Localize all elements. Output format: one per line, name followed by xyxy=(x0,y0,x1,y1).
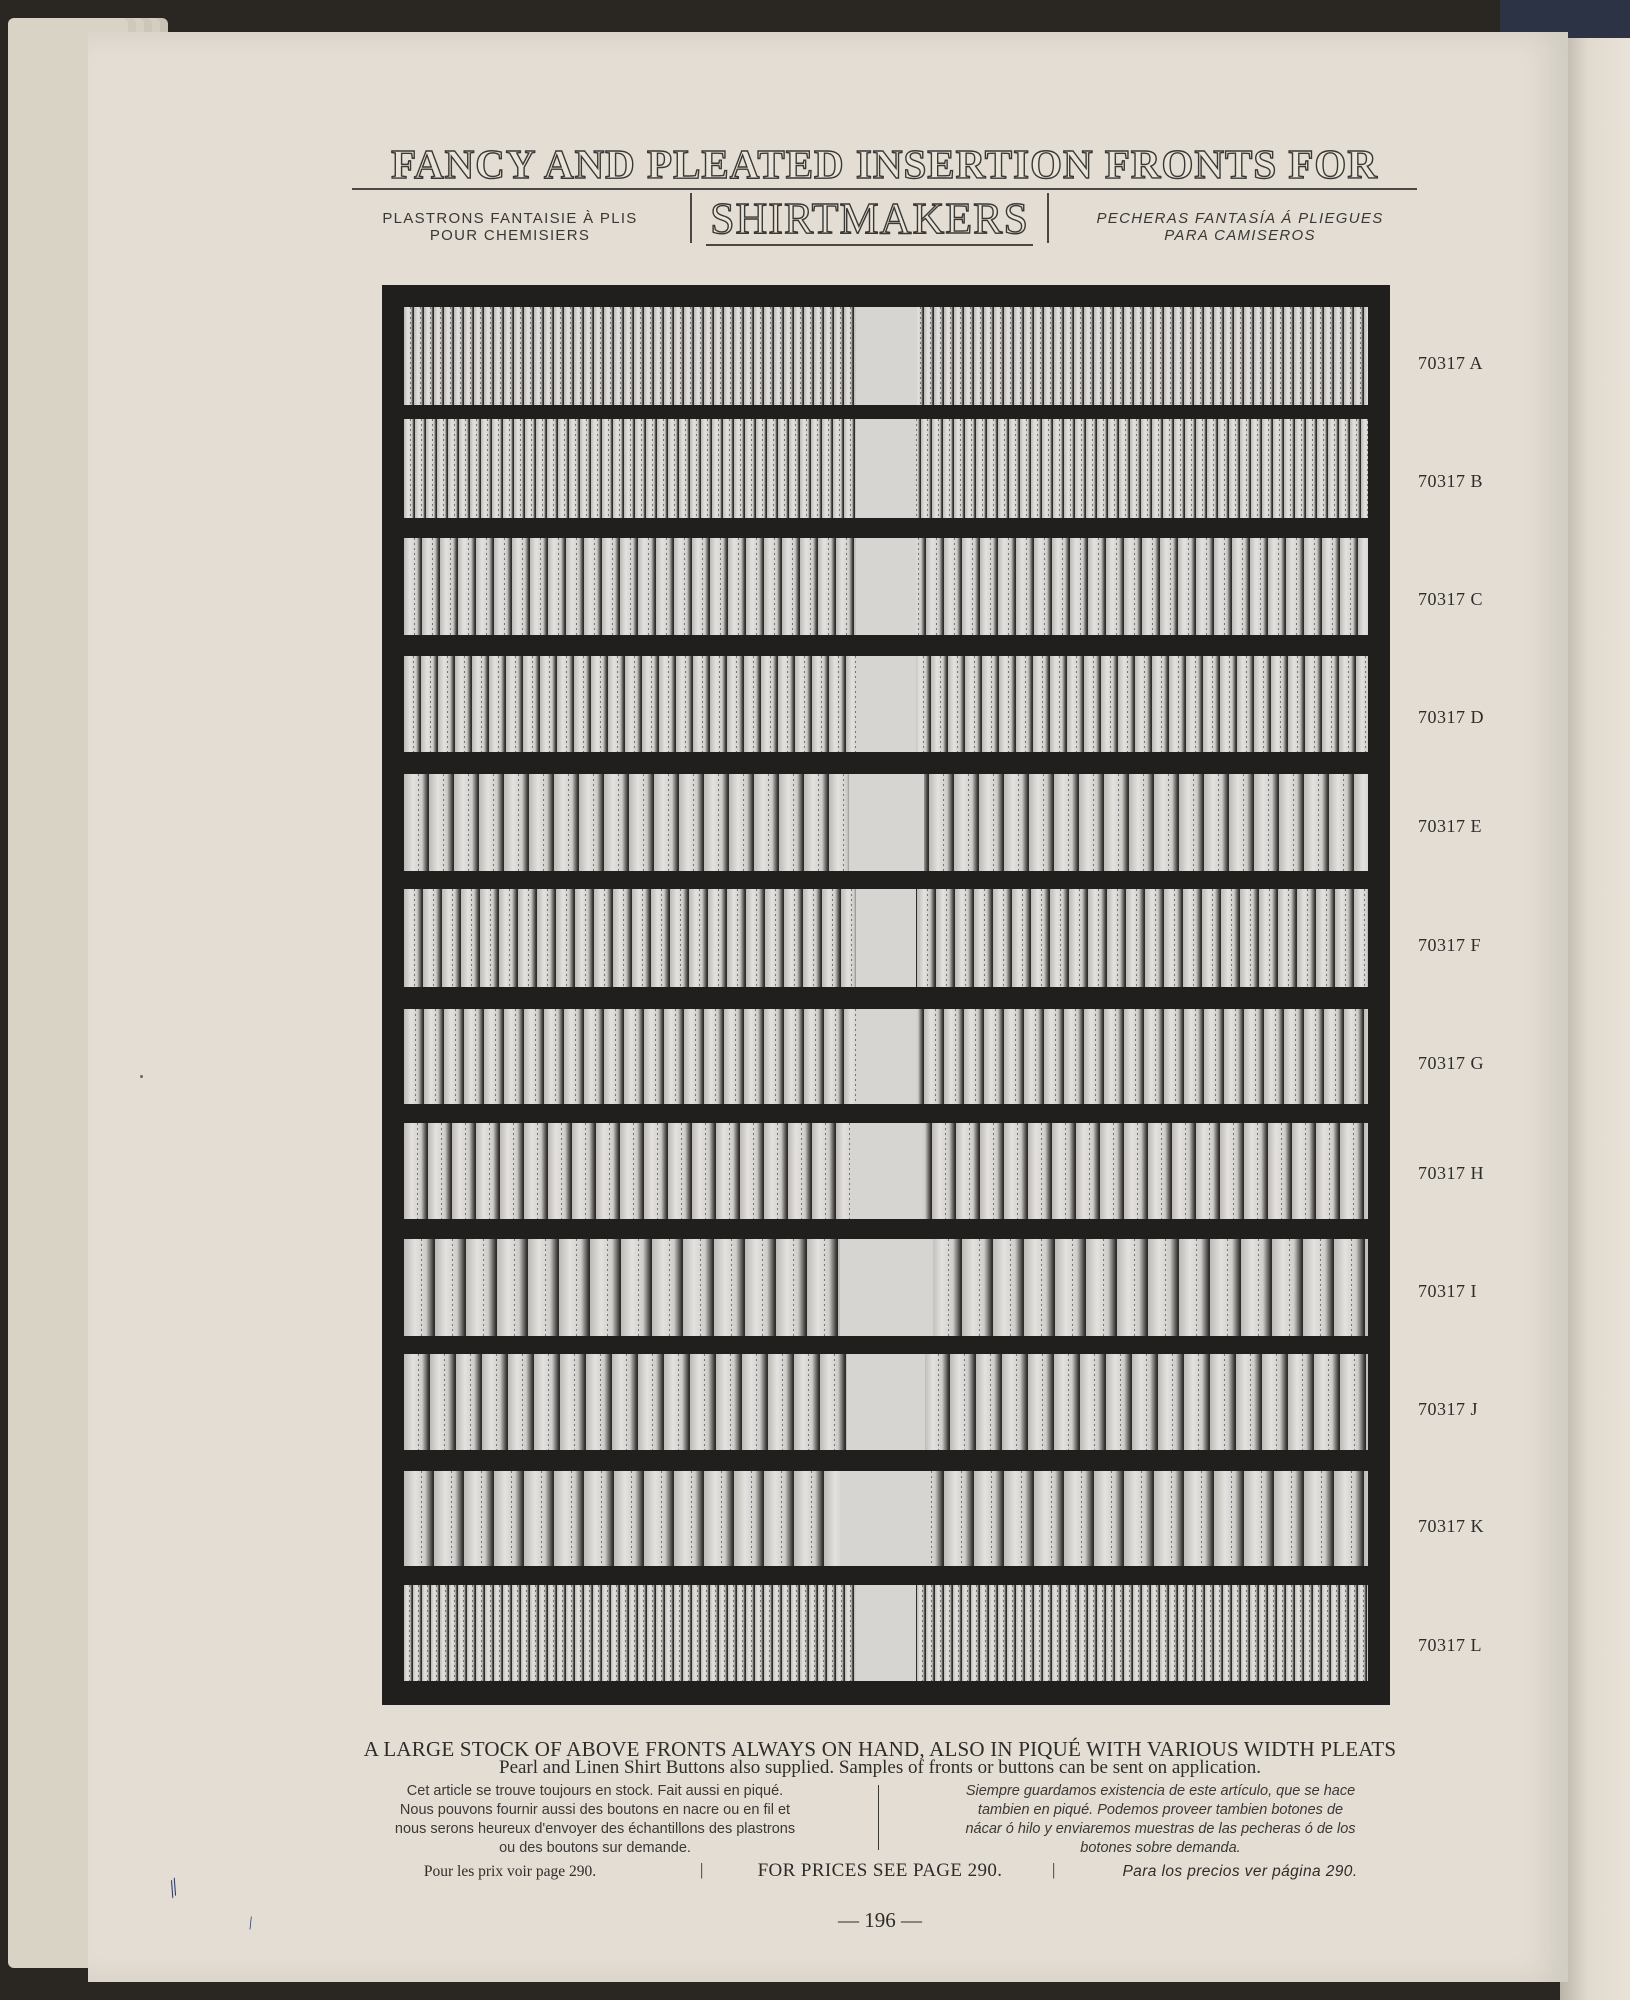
spanish-note-line: tambien en piqué. Podemos proveer tambien botones de xyxy=(977,1802,1344,1818)
pleated-front-sample xyxy=(404,656,1368,752)
subtitle-spanish-line: PECHERAS FANTASÍA Á PLIEGUES xyxy=(1096,210,1384,227)
french-note-line: Cet article se trouve toujours en stock. Fait aussi en piqué. xyxy=(406,1783,784,1799)
french-note xyxy=(335,1782,855,1858)
spanish-note-line: botones sobre demanda. xyxy=(1080,1840,1241,1856)
subtitle-english: SHIRTMAKERS xyxy=(706,193,1033,246)
item-code: 70317 G xyxy=(1418,1053,1484,1073)
item-code: 70317 J xyxy=(1418,1399,1479,1419)
center-panel xyxy=(856,307,916,405)
french-note-line: Nous pouvons fournir aussi des boutons en nacre ou en fil et xyxy=(399,1802,791,1818)
center-panel xyxy=(856,419,916,518)
ink-mark: ⁄ xyxy=(245,1915,257,1932)
center-panel xyxy=(856,1585,916,1681)
price-note-french: Pour les prix voir page 290. xyxy=(423,1863,597,1880)
item-code: 70317 I xyxy=(1418,1281,1477,1301)
center-panel xyxy=(840,1239,933,1336)
pleated-front-sample xyxy=(404,1009,1368,1104)
spanish-note xyxy=(898,1782,1423,1858)
item-code: 70317 B xyxy=(1418,471,1484,491)
pleated-front-sample xyxy=(404,774,1368,871)
spanish-note-line: Siempre guardamos existencia de este artículo, que se hace xyxy=(965,1783,1356,1799)
page-number: — 196 — xyxy=(838,1908,922,1932)
item-code: 70317 E xyxy=(1418,816,1482,836)
center-panel xyxy=(856,1009,916,1104)
item-code: 70317 C xyxy=(1418,589,1484,609)
pleated-front-sample xyxy=(404,307,1368,405)
center-panel xyxy=(841,1471,931,1566)
subtitle-french-line: PLASTRONS FANTAISIE À PLIS xyxy=(382,210,638,227)
ink-mark: ⁄⁄ xyxy=(162,1875,185,1900)
samples-frame xyxy=(382,285,1390,1705)
pleated-front-sample xyxy=(404,538,1368,635)
subtitle-spanish-line: PARA CAMISEROS xyxy=(1164,227,1316,244)
center-panel xyxy=(849,774,924,871)
center-panel xyxy=(856,538,916,635)
item-code: 70317 A xyxy=(1418,353,1484,373)
item-code: 70317 K xyxy=(1418,1516,1484,1536)
page-title: FANCY AND PLEATED INSERTION FRONTS FOR xyxy=(391,141,1378,187)
stock-note: A LARGE STOCK OF ABOVE FRONTS ALWAYS ON HAND, ALSO IN PIQUÉ WITH VARIOUS WIDTH PLEATS xyxy=(363,1737,1397,1761)
item-code: 70317 L xyxy=(1418,1635,1482,1655)
pleated-front-sample xyxy=(404,1471,1368,1566)
subtitle-english-box xyxy=(690,193,1049,243)
spanish-note-line: nácar ó hilo y enviaremos muestras de las pecheras ó de los xyxy=(965,1821,1356,1837)
subtitle-french xyxy=(340,210,680,244)
buttons-note: Pearl and Linen Shirt Buttons also supplied. Samples of fronts or buttons can be sent on application. xyxy=(499,1757,1261,1778)
price-note-spanish: Para los precios ver página 290. xyxy=(1122,1863,1358,1880)
price-separator: | xyxy=(1052,1860,1056,1879)
french-note-line: nous serons heureux d'envoyer des échantillons des plastrons xyxy=(394,1821,796,1837)
pleated-front-sample xyxy=(404,1585,1368,1681)
subtitle-french-line: POUR CHEMISIERS xyxy=(429,227,591,244)
center-panel xyxy=(847,1354,925,1450)
pleated-front-sample xyxy=(404,1239,1368,1336)
price-note-english: FOR PRICES SEE PAGE 290. xyxy=(757,1860,1003,1881)
title-underline xyxy=(352,188,1417,190)
notes-divider xyxy=(878,1785,879,1850)
pleated-front-sample xyxy=(404,419,1368,518)
subtitle-spanish xyxy=(1055,210,1425,244)
center-panel xyxy=(856,889,916,987)
pleated-front-sample xyxy=(404,1354,1368,1450)
facing-page-edge xyxy=(1560,38,1630,2000)
center-panel xyxy=(856,656,916,752)
center-panel xyxy=(850,1123,922,1219)
french-note-line: ou des boutons sur demande. xyxy=(499,1840,691,1856)
item-code: 70317 H xyxy=(1418,1163,1484,1183)
price-separator: | xyxy=(700,1860,704,1879)
pleated-front-sample xyxy=(404,889,1368,987)
item-code: 70317 F xyxy=(1418,935,1482,955)
paper-speck xyxy=(140,1075,143,1078)
item-code: 70317 D xyxy=(1418,707,1484,727)
pleated-front-sample xyxy=(404,1123,1368,1219)
